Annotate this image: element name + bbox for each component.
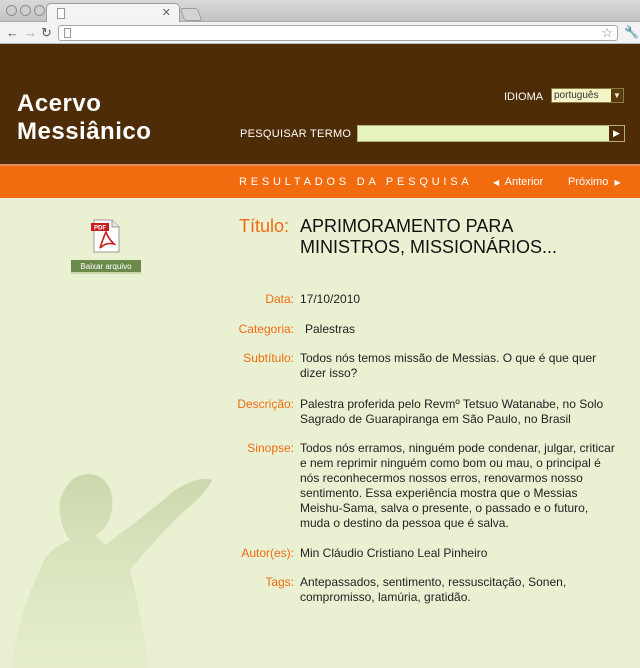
language-select[interactable] xyxy=(551,88,624,103)
watermark-figure xyxy=(0,460,230,668)
previous-label: Anterior xyxy=(504,176,544,188)
address-bar[interactable] xyxy=(58,25,618,41)
site-logo[interactable] xyxy=(17,90,151,146)
category-label: Categoria: xyxy=(238,322,294,336)
subtitle-label: Subtítulo: xyxy=(243,351,294,365)
description-value: Palestra proferida pelo Revmº Tetsuo Watanabe, no Solo Sagrado de Guarapiranga em São Paulo, no Brasil xyxy=(300,397,604,426)
wrench-icon[interactable]: 🔧 xyxy=(624,25,639,39)
search-submit-icon[interactable]: ▶ xyxy=(609,126,624,141)
close-window-icon[interactable] xyxy=(6,5,17,16)
previous-link[interactable] xyxy=(493,176,543,188)
browser-tab[interactable] xyxy=(46,3,180,23)
tags-label: Tags: xyxy=(265,575,294,589)
synopsis-value: Todos nós erramos, ninguém pode condenar, julgar, criticar e nem reprimir ninguém como bom ou mau, o principal é nós reconhecermos nossos erros, renovarmos nosso sentimento. Essa experiência mostra que o Messias Meishu-Sama, salva o presente, o passado e o futuro, muda o destino da pessoa que é salva. xyxy=(300,441,615,530)
title-label: Título: xyxy=(239,216,290,236)
tags-value: Antepassados, sentimento, ressuscitação, Sonen, compromisso, lamúria, gratidão. xyxy=(300,575,567,604)
language-label: IDIOMA xyxy=(504,91,544,103)
pdf-icon[interactable] xyxy=(90,218,122,254)
record-detail xyxy=(0,198,640,668)
synopsis-label: Sinopse: xyxy=(247,441,294,455)
minimize-window-icon[interactable] xyxy=(20,5,31,16)
forward-icon[interactable]: → xyxy=(24,25,37,40)
close-tab-icon[interactable]: ✕ xyxy=(161,7,171,19)
description-label: Descrição: xyxy=(237,397,294,411)
back-icon[interactable]: ← xyxy=(6,25,19,40)
document-icon xyxy=(57,8,65,19)
bookmark-star-icon[interactable]: ☆ xyxy=(601,25,613,40)
author-label: Autor(es): xyxy=(241,546,294,560)
results-bar xyxy=(0,164,640,198)
date-label: Data: xyxy=(265,292,294,306)
next-label: Próximo xyxy=(568,176,609,188)
site-header xyxy=(0,44,640,164)
browser-tab-strip xyxy=(0,0,640,22)
logo-line-1: Acervo xyxy=(17,90,102,117)
page-icon xyxy=(64,28,71,38)
arrow-left-icon: ◀ xyxy=(493,178,500,187)
zoom-window-icon[interactable] xyxy=(34,5,45,16)
date-value: 17/10/2010 xyxy=(300,292,361,306)
arrow-right-icon: ▶ xyxy=(614,178,621,187)
reload-icon[interactable]: ↻ xyxy=(41,25,52,40)
logo-line-2: Messiânico xyxy=(17,118,152,145)
next-link[interactable] xyxy=(568,176,621,188)
browser-toolbar xyxy=(0,22,640,44)
download-button[interactable]: Baixar arquivo xyxy=(71,260,141,274)
search-input[interactable] xyxy=(357,125,625,142)
category-value: Palestras xyxy=(305,322,356,336)
language-value: português xyxy=(554,90,599,101)
subtitle-value: Todos nós temos missão de Messias. O que é que quer dizer isso? xyxy=(300,351,597,380)
search-label: PESQUISAR TERMO xyxy=(240,128,352,140)
new-tab-button[interactable] xyxy=(180,8,203,21)
record-title: APRIMORAMENTO PARA MINISTROS, MISSIONÁRIOS... xyxy=(300,216,558,257)
results-title: RESULTADOS DA PESQUISA xyxy=(239,176,473,188)
pdf-icon-label: PDF xyxy=(94,225,106,232)
author-value: Min Cláudio Cristiano Leal Pinheiro xyxy=(300,546,488,560)
chevron-down-icon[interactable]: ▼ xyxy=(611,89,623,102)
